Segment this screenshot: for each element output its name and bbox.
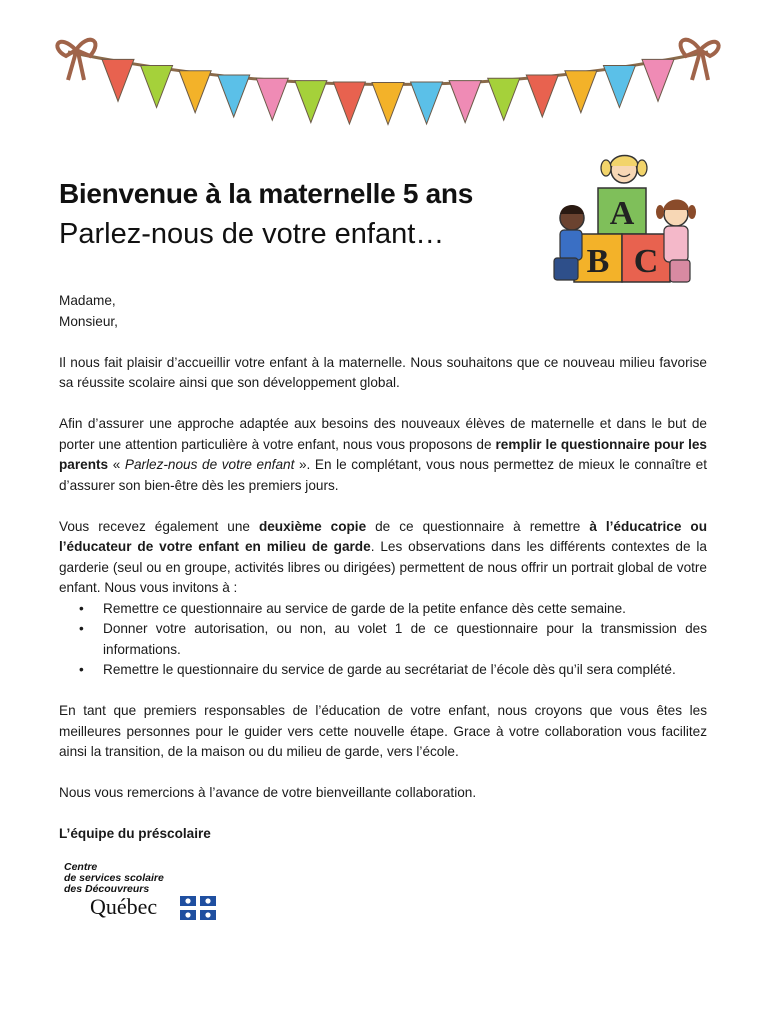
pennant-flag — [333, 82, 365, 124]
salutation-madame: Madame, — [59, 293, 116, 308]
children-abc-blocks-illustration — [546, 152, 696, 292]
pennant-flag — [642, 59, 674, 101]
pennant-flag — [141, 66, 173, 108]
pennant-flag — [603, 66, 635, 108]
questionnaire-title: Parlez-nous de votre enfant — [124, 457, 295, 472]
block-a-label: A — [609, 195, 635, 232]
left-bow-icon — [57, 40, 95, 80]
list-item: • Remettre le questionnaire du service de garde au secrétariat de l’école dès qu’il sera complété. — [103, 660, 707, 681]
pennant-flag — [256, 78, 288, 120]
right-bow-icon — [681, 40, 719, 80]
list-item: • Remettre ce questionnaire au service de garde de la petite enfance dès cette semaine. — [103, 599, 707, 620]
pennant-flag — [411, 82, 443, 124]
paragraph-responsibility: En tant que premiers responsables de l’éducation de votre enfant, nous croyons que vous êtes les meilleures personnes pour le guider vers cette nouvelle étape. Grace à votre collaboration vous facilitez ainsi la transition, de la maison ou du milieu de garde, vers l’école. — [59, 703, 707, 759]
pennant-flag — [218, 75, 250, 117]
bullet-icon: • — [79, 621, 84, 636]
logo-line-1: Centre — [64, 861, 98, 873]
pennant-flag — [372, 83, 404, 125]
paragraph-thanks: Nous vous remercions à l’avance de votre bienveillante collaboration. — [59, 785, 477, 800]
paragraph-welcome: Il nous fait plaisir d’accueillir votre enfant à la maternelle. Nous souhaitons que ce nouveau milieu favorise sa réussite scolaire ainsi que son développement global. — [59, 354, 707, 390]
emphasis-educator: à l’éducatrice ou l’éducateur de votre enfant en milieu de garde — [59, 518, 708, 554]
paragraph-questionnaire: Afin d’assurer une approche adaptée aux besoins des nouveaux élèves de maternelle et dans le but de porter une attention particulière à votre enfant, nous vous proposons de remplir le questionnaire pour les parents « Parlez-nous de votre enfant ». En le complétant, vous nous permettez de mieux le connaître et d’assurer son bien-être dès les premiers jours. — [59, 416, 707, 493]
pennant-flag — [565, 71, 597, 113]
instructions-list — [59, 599, 707, 681]
page-subtitle: Parlez-nous de votre enfant… — [59, 218, 445, 250]
pennant-flag — [102, 59, 134, 101]
emphasis-fill-questionnaire: remplir le questionnaire pour les parents — [59, 436, 707, 472]
css-decouvreurs-logo — [52, 852, 232, 928]
block-c-label: C — [633, 243, 659, 280]
signature: L’équipe du préscolaire — [59, 826, 211, 841]
bullet-icon: • — [79, 662, 84, 677]
logo-line-2: de services scolaire — [64, 872, 164, 884]
pennant-flag — [526, 75, 558, 117]
salutation-monsieur: Monsieur, — [59, 313, 118, 329]
pennant-flag — [179, 71, 211, 113]
letter-body — [59, 291, 707, 865]
quebec-flag-icon — [180, 896, 216, 920]
paragraph-second-copy: Vous recevez également une deuxième copie de ce questionnaire à remettre à l’éducatrice ou l’éducateur de votre enfant en milieu de garde. Les observations dans les différents contextes de la garderie (seul ou en groupe, activités libres ou dirigées) permettent de nous offrir un portrait global de votre enfant. Nous vous invitons à : — [59, 518, 708, 595]
bunting-banner — [48, 22, 728, 142]
bullet-icon: • — [79, 600, 84, 616]
pennant-flag — [488, 78, 520, 120]
logo-line-3: des Découvreurs — [64, 883, 150, 895]
page-title: Bienvenue à la maternelle 5 ans — [59, 178, 474, 209]
pennant-flag — [449, 81, 481, 123]
pennant-flag — [295, 81, 327, 123]
emphasis-second-copy: deuxième copie — [258, 518, 367, 534]
list-item: • Donner votre autorisation, ou non, au volet 1 de ce questionnaire pour la transmission des informations. — [79, 621, 707, 657]
block-b-label: B — [586, 243, 610, 280]
logo-quebec-wordmark: Québec — [90, 894, 158, 919]
